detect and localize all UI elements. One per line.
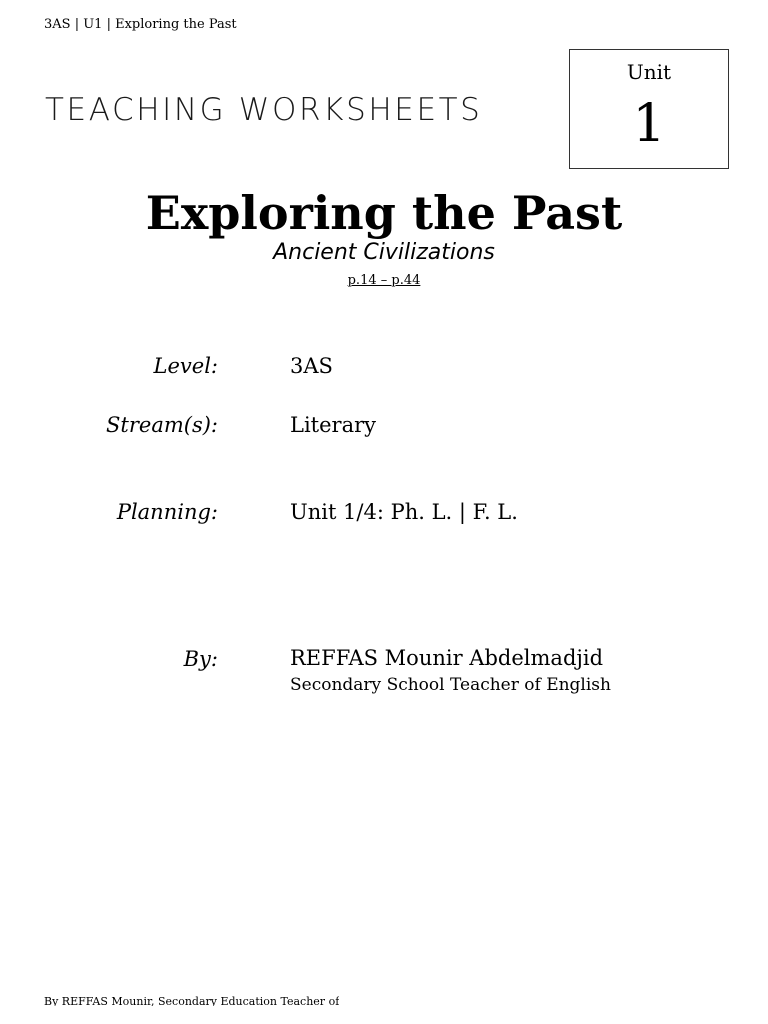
unit-label: Unit [626,60,672,84]
unit-box [569,49,729,169]
level-value: 3AS [290,354,333,378]
page-range: p.14 – p.44 [347,273,421,288]
level-label: Level: [153,354,218,378]
author-role: Secondary School Teacher of English [290,675,611,695]
planning-value: Unit 1/4: Ph. L. | F. L. [290,500,518,524]
streams-label: Stream(s): [106,413,218,437]
page-subtitle: Ancient Civilizations [273,240,495,265]
page-title: Exploring the Past [145,186,623,240]
planning-label: Planning: [116,500,218,524]
author-label: By: [183,647,218,671]
unit-number: 1 [632,94,666,154]
banner-title: TEACHING WORKSHEETS [45,92,483,128]
streams-value: Literary [290,413,376,437]
running-footer: By REFFAS Mounir, Secondary Education Teacher of [44,996,340,1006]
running-header: 3AS | U1 | Exploring the Past [44,17,237,32]
author-name: REFFAS Mounir Abdelmadjid [290,646,604,670]
